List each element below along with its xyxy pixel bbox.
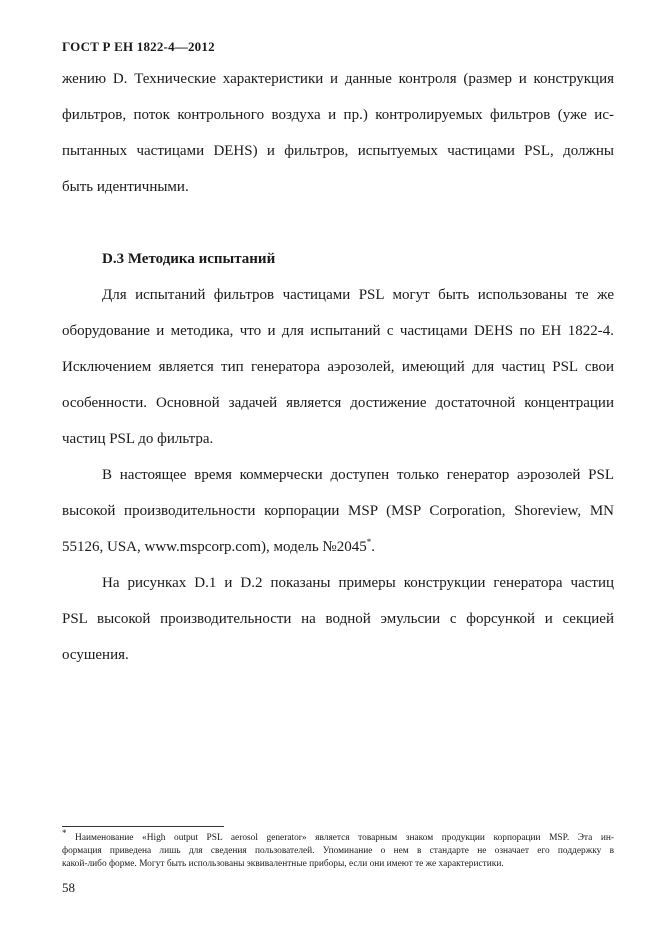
paragraph-line: Для испытаний фильтров частицами PSL могут быть использованы те же <box>102 287 614 303</box>
paragraph-line: фильтров, поток контрольного воздуха и пр.) контролируемых фильтров (уже ис- <box>62 107 614 123</box>
paragraph-line: PSL высокой производительности на водной эмульсии с форсункой и секцией <box>62 611 614 627</box>
paragraph-line: жению D. Технические характеристики и данные контроля (размер и конструкция <box>62 71 614 87</box>
paragraph-line <box>62 538 614 556</box>
paragraph-line: оборудование и методика, что и для испытаний с частицами DEHS по ЕН 1822-4. <box>62 323 614 339</box>
document-header: ГОСТ Р ЕН 1822-4—2012 <box>62 39 215 54</box>
paragraph-line: быть идентичными. <box>62 179 189 195</box>
paragraph-line: В настоящее время коммерчески доступен только генератор аэрозолей PSL <box>102 467 614 483</box>
paragraph-text: 55126, USA, www.mspcorp.com), модель №2045 <box>62 539 367 555</box>
footnote-reference: * <box>366 537 372 547</box>
footnote-line: формация приведена лишь для сведения пользователей. Упоминание о нем в стандарте не означает его поддержку в <box>62 846 614 856</box>
footnote-text: Наименование «High output PSL aerosol generator» является товарным знаком продукции корпорации MSP. Эта ин- <box>66 833 614 844</box>
paragraph-line: высокой производительности корпорации MSP (MSP Corporation, Shoreview, MN <box>62 503 614 519</box>
paragraph-text: . <box>371 539 375 555</box>
paragraph-line: На рисунках D.1 и D.2 показаны примеры конструкции генератора частиц <box>102 575 614 591</box>
paragraph-line: пытанных частицами DEHS) и фильтров, испытуемых частицами PSL, должны <box>62 143 614 159</box>
footnote-mark: * <box>62 828 67 838</box>
paragraph-line: частиц PSL до фильтра. <box>62 431 214 447</box>
footnote-line: какой-либо форме. Могут быть использованы эквивалентные приборы, если они имеют те же характеристики. <box>62 859 504 869</box>
paragraph-line: осушения. <box>62 647 129 663</box>
section-heading: D.3 Методика испытаний <box>102 251 276 267</box>
footnote-line <box>62 828 614 844</box>
footnote-divider <box>62 826 224 827</box>
paragraph-line: особенности. Основной задачей является достижение достаточной концентрации <box>62 395 614 411</box>
page-number: 58 <box>62 880 75 895</box>
paragraph-line: Исключением является тип генератора аэрозолей, имеющий для частиц PSL свои <box>62 359 614 375</box>
